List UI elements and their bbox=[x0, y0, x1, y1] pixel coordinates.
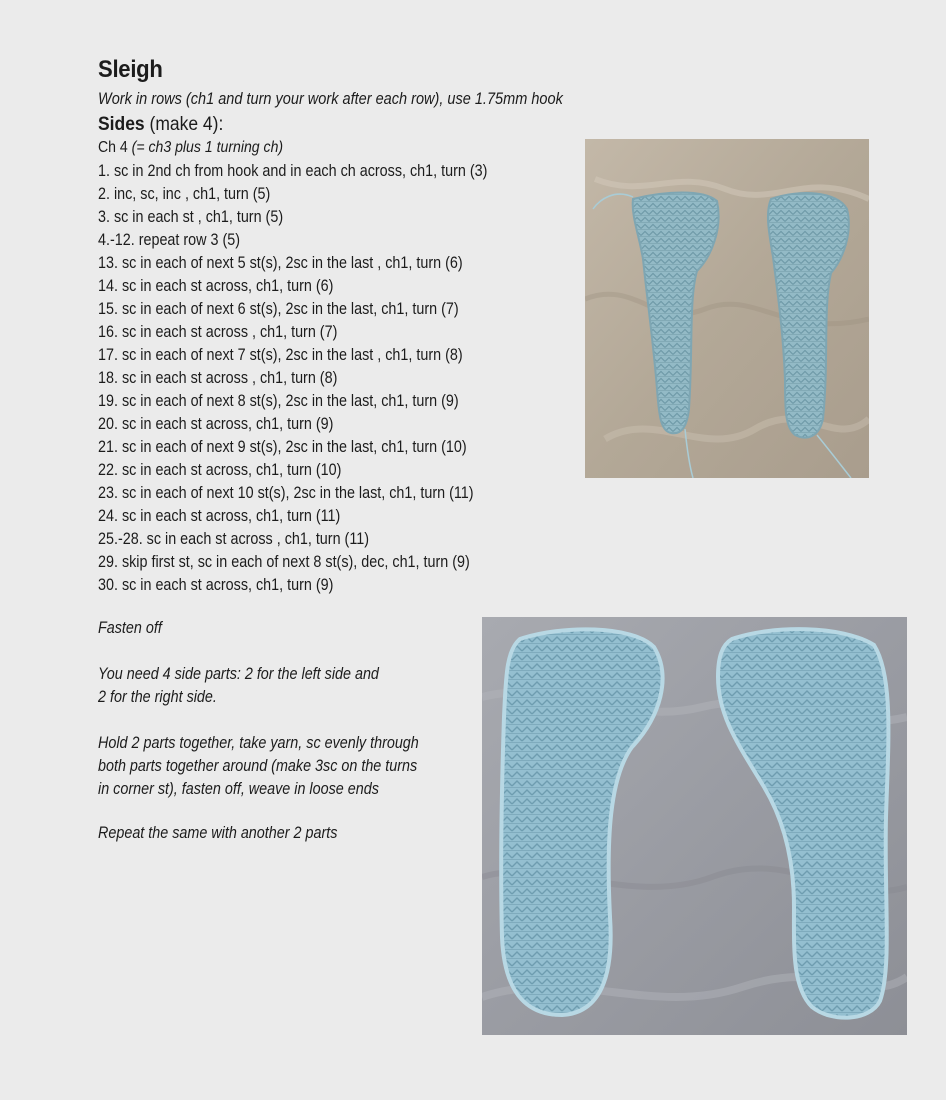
repeat-note: Repeat the same with another 2 parts bbox=[98, 824, 338, 842]
assembly-note bbox=[98, 732, 419, 801]
joined-sides-image bbox=[482, 617, 907, 1035]
row-instruction: 24. sc in each st across, ch1, turn (11) bbox=[98, 507, 341, 525]
assembly-line: in corner st), fasten off, weave in loose ends bbox=[98, 780, 379, 798]
assembly-line: both parts together around (make 3sc on the turns bbox=[98, 757, 418, 775]
row-instruction: 21. sc in each of next 9 st(s), 2sc in the last, ch1, turn (10) bbox=[98, 438, 467, 456]
chain-note: (= ch3 plus 1 turning ch) bbox=[131, 139, 284, 156]
row-instruction: 15. sc in each of next 6 st(s), 2sc in the last, ch1, turn (7) bbox=[98, 300, 459, 318]
row-instruction: 13. sc in each of next 5 st(s), 2sc in the last , ch1, turn (6) bbox=[98, 254, 463, 272]
row-instruction: 23. sc in each of next 10 st(s), 2sc in the last, ch1, turn (11) bbox=[98, 484, 474, 502]
sides-heading-rest: (make 4): bbox=[144, 114, 224, 135]
joined-sides-photo bbox=[482, 617, 907, 1035]
row-instruction: 16. sc in each st across , ch1, turn (7) bbox=[98, 323, 338, 341]
assembly-line: Hold 2 parts together, take yarn, sc evenly through bbox=[98, 734, 419, 752]
row-instruction: 2. inc, sc, inc , ch1, turn (5) bbox=[98, 185, 271, 203]
row-instruction: 20. sc in each st across, ch1, turn (9) bbox=[98, 415, 334, 433]
row-instruction: 1. sc in 2nd ch from hook and in each ch across, ch1, turn (3) bbox=[98, 162, 488, 180]
row-instruction: 22. sc in each st across, ch1, turn (10) bbox=[98, 461, 342, 479]
row-instruction: 4.-12. repeat row 3 (5) bbox=[98, 231, 241, 249]
side-pieces-photo bbox=[585, 139, 869, 478]
sides-heading-bold: Sides bbox=[98, 114, 145, 135]
side-parts-note bbox=[98, 663, 379, 709]
fasten-off-note: Fasten off bbox=[98, 619, 162, 637]
side-parts-line: 2 for the right side. bbox=[98, 688, 217, 706]
row-instruction: 14. sc in each st across, ch1, turn (6) bbox=[98, 277, 334, 295]
row-instruction: 3. sc in each st , ch1, turn (5) bbox=[98, 208, 284, 226]
side-pieces-image bbox=[585, 139, 869, 478]
sides-heading bbox=[98, 114, 223, 136]
row-instruction: 18. sc in each st across , ch1, turn (8) bbox=[98, 369, 338, 387]
row-instructions bbox=[98, 160, 546, 597]
row-instruction: 17. sc in each of next 7 st(s), 2sc in the last , ch1, turn (8) bbox=[98, 346, 463, 364]
chain-prefix: Ch 4 bbox=[98, 139, 132, 156]
row-instruction: 29. skip first st, sc in each of next 8 st(s), dec, ch1, turn (9) bbox=[98, 553, 470, 571]
pattern-title: Sleigh bbox=[98, 56, 163, 83]
side-parts-line: You need 4 side parts: 2 for the left side and bbox=[98, 665, 379, 683]
chain-instruction bbox=[98, 139, 283, 157]
row-instruction: 30. sc in each st across, ch1, turn (9) bbox=[98, 576, 334, 594]
pattern-subtitle: Work in rows (ch1 and turn your work after each row), use 1.75mm hook bbox=[98, 90, 563, 108]
row-instruction: 19. sc in each of next 8 st(s), 2sc in the last, ch1, turn (9) bbox=[98, 392, 459, 410]
row-instruction: 25.-28. sc in each st across , ch1, turn (11) bbox=[98, 530, 370, 548]
